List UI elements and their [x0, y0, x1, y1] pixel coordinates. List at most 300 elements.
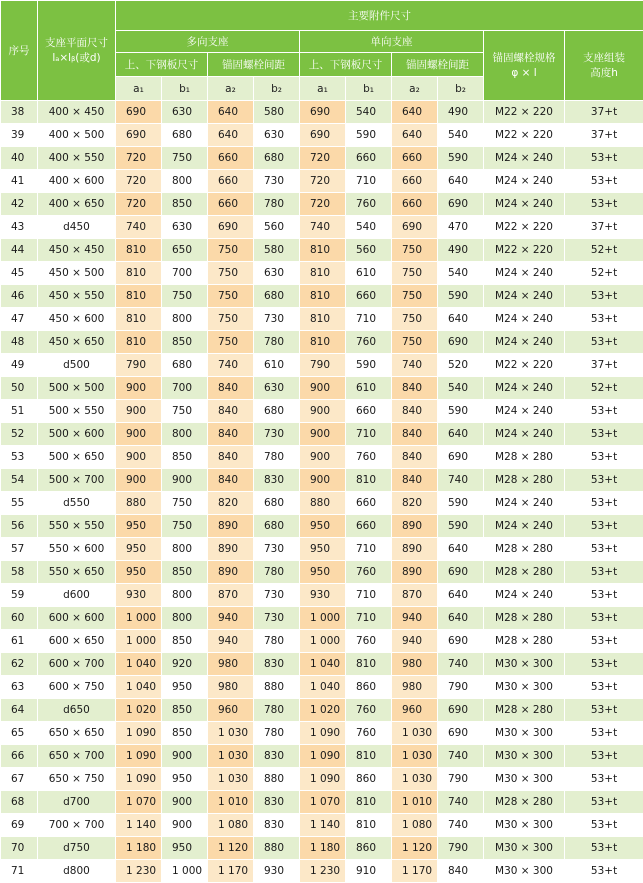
- header-assembly-height-line1: 支座组装: [565, 51, 643, 66]
- cell-anchor-bolt-spec: M24 × 240: [484, 584, 565, 607]
- cell-single-a2: 940: [392, 607, 438, 630]
- cell-single-a2: 660: [392, 193, 438, 216]
- cell-assembly-height: 37+t: [565, 124, 643, 147]
- cell-assembly-height: 53+t: [565, 791, 643, 814]
- cell-plan-size: 400 × 600: [38, 170, 116, 193]
- header-assembly-height-line2: 高度h: [565, 66, 643, 81]
- header-multi-anchor-spacing: 锚固螺栓间距: [208, 53, 300, 77]
- cell-single-a1: 810: [300, 308, 346, 331]
- cell-anchor-bolt-spec: M24 × 240: [484, 423, 565, 446]
- cell-multi-b2: 680: [254, 400, 300, 423]
- cell-multi-a1: 720: [116, 193, 162, 216]
- cell-multi-a2: 1 080: [208, 814, 254, 837]
- cell-multi-b1: 700: [162, 262, 208, 285]
- cell-single-a1: 810: [300, 285, 346, 308]
- table-row: [1, 377, 643, 400]
- cell-single-a2: 840: [392, 469, 438, 492]
- cell-anchor-bolt-spec: M22 × 220: [484, 239, 565, 262]
- cell-row-number: 41: [1, 170, 38, 193]
- table-row: [1, 170, 643, 193]
- cell-single-a2: 890: [392, 515, 438, 538]
- cell-multi-b2: 880: [254, 768, 300, 791]
- cell-anchor-bolt-spec: M24 × 240: [484, 308, 565, 331]
- cell-multi-b1: 650: [162, 239, 208, 262]
- cell-single-b1: 910: [346, 860, 392, 883]
- cell-single-b2: 640: [438, 170, 484, 193]
- cell-multi-b1: 680: [162, 354, 208, 377]
- cell-multi-a1: 810: [116, 285, 162, 308]
- cell-single-a1: 900: [300, 423, 346, 446]
- cell-multi-b2: 780: [254, 331, 300, 354]
- cell-single-b1: 540: [346, 101, 392, 124]
- cell-anchor-bolt-spec: M22 × 220: [484, 124, 565, 147]
- cell-row-number: 46: [1, 285, 38, 308]
- cell-multi-b1: 850: [162, 331, 208, 354]
- cell-single-a1: 950: [300, 515, 346, 538]
- header-plan-size: [38, 1, 116, 101]
- cell-single-b1: 660: [346, 147, 392, 170]
- cell-row-number: 51: [1, 400, 38, 423]
- cell-plan-size: d700: [38, 791, 116, 814]
- cell-row-number: 57: [1, 538, 38, 561]
- cell-row-number: 68: [1, 791, 38, 814]
- cell-single-a2: 890: [392, 561, 438, 584]
- cell-plan-size: 450 × 550: [38, 285, 116, 308]
- cell-multi-a2: 840: [208, 446, 254, 469]
- cell-multi-a1: 1 230: [116, 860, 162, 883]
- cell-multi-b2: 680: [254, 515, 300, 538]
- cell-single-b2: 790: [438, 768, 484, 791]
- cell-single-a1: 1 000: [300, 607, 346, 630]
- cell-multi-a1: 1 020: [116, 699, 162, 722]
- cell-single-b2: 590: [438, 515, 484, 538]
- header-single-b1: b₁: [346, 77, 392, 101]
- cell-multi-b1: 800: [162, 308, 208, 331]
- cell-multi-b1: 900: [162, 814, 208, 837]
- header-anchor-spec: [484, 31, 565, 101]
- cell-anchor-bolt-spec: M24 × 240: [484, 262, 565, 285]
- cell-multi-a1: 900: [116, 423, 162, 446]
- header-plan-size-line1: 支座平面尺寸: [38, 36, 115, 51]
- cell-plan-size: 500 × 700: [38, 469, 116, 492]
- cell-single-a2: 640: [392, 124, 438, 147]
- header-single-a1: a₁: [300, 77, 346, 101]
- cell-anchor-bolt-spec: M28 × 280: [484, 446, 565, 469]
- cell-single-b1: 810: [346, 814, 392, 837]
- cell-anchor-bolt-spec: M24 × 240: [484, 331, 565, 354]
- cell-assembly-height: 53+t: [565, 492, 643, 515]
- cell-single-b1: 710: [346, 538, 392, 561]
- cell-single-b2: 690: [438, 331, 484, 354]
- cell-assembly-height: 53+t: [565, 653, 643, 676]
- cell-multi-b1: 750: [162, 515, 208, 538]
- cell-single-b1: 810: [346, 653, 392, 676]
- cell-anchor-bolt-spec: M30 × 300: [484, 653, 565, 676]
- table-row: [1, 147, 643, 170]
- cell-multi-b1: 750: [162, 492, 208, 515]
- cell-plan-size: d800: [38, 860, 116, 883]
- cell-row-number: 55: [1, 492, 38, 515]
- cell-row-number: 69: [1, 814, 38, 837]
- cell-single-a1: 950: [300, 538, 346, 561]
- cell-multi-b1: 750: [162, 285, 208, 308]
- cell-single-b2: 740: [438, 469, 484, 492]
- cell-plan-size: d500: [38, 354, 116, 377]
- cell-multi-a1: 1 140: [116, 814, 162, 837]
- cell-multi-b2: 630: [254, 124, 300, 147]
- cell-row-number: 39: [1, 124, 38, 147]
- cell-single-b1: 810: [346, 745, 392, 768]
- cell-single-a1: 1 180: [300, 837, 346, 860]
- table-row: [1, 814, 643, 837]
- cell-multi-a2: 660: [208, 193, 254, 216]
- cell-single-b2: 640: [438, 584, 484, 607]
- cell-single-b2: 640: [438, 607, 484, 630]
- header-single-a2: a₂: [392, 77, 438, 101]
- cell-single-b2: 540: [438, 262, 484, 285]
- cell-plan-size: 400 × 550: [38, 147, 116, 170]
- cell-multi-b1: 700: [162, 377, 208, 400]
- cell-multi-b2: 780: [254, 193, 300, 216]
- cell-single-b2: 690: [438, 446, 484, 469]
- cell-single-a2: 640: [392, 101, 438, 124]
- cell-multi-a2: 840: [208, 423, 254, 446]
- cell-single-b1: 760: [346, 630, 392, 653]
- cell-multi-a2: 890: [208, 515, 254, 538]
- cell-multi-a1: 720: [116, 147, 162, 170]
- cell-single-b2: 590: [438, 492, 484, 515]
- cell-single-a1: 790: [300, 354, 346, 377]
- cell-row-number: 63: [1, 676, 38, 699]
- cell-plan-size: 450 × 500: [38, 262, 116, 285]
- cell-single-b2: 740: [438, 653, 484, 676]
- cell-single-b2: 840: [438, 860, 484, 883]
- cell-row-number: 53: [1, 446, 38, 469]
- cell-single-a2: 870: [392, 584, 438, 607]
- cell-multi-b1: 850: [162, 446, 208, 469]
- cell-anchor-bolt-spec: M30 × 300: [484, 745, 565, 768]
- cell-multi-b1: 850: [162, 699, 208, 722]
- cell-single-b2: 540: [438, 377, 484, 400]
- cell-single-b1: 590: [346, 354, 392, 377]
- cell-multi-a1: 900: [116, 400, 162, 423]
- cell-single-b2: 690: [438, 722, 484, 745]
- table-row: [1, 584, 643, 607]
- cell-single-a1: 720: [300, 147, 346, 170]
- cell-multi-a2: 750: [208, 308, 254, 331]
- cell-multi-a2: 940: [208, 630, 254, 653]
- cell-multi-a1: 1 070: [116, 791, 162, 814]
- cell-plan-size: d650: [38, 699, 116, 722]
- header-anchor-spec-line1: 锚固螺栓规格: [484, 51, 564, 66]
- cell-multi-b1: 750: [162, 400, 208, 423]
- cell-multi-a2: 640: [208, 124, 254, 147]
- cell-single-b1: 810: [346, 469, 392, 492]
- cell-single-a1: 1 090: [300, 768, 346, 791]
- cell-single-a1: 1 000: [300, 630, 346, 653]
- cell-single-b2: 640: [438, 308, 484, 331]
- cell-single-a1: 900: [300, 446, 346, 469]
- cell-anchor-bolt-spec: M24 × 240: [484, 147, 565, 170]
- cell-row-number: 47: [1, 308, 38, 331]
- cell-row-number: 48: [1, 331, 38, 354]
- cell-anchor-bolt-spec: M24 × 240: [484, 515, 565, 538]
- cell-multi-a2: 870: [208, 584, 254, 607]
- cell-multi-b2: 830: [254, 653, 300, 676]
- cell-multi-b1: 850: [162, 193, 208, 216]
- cell-multi-b1: 850: [162, 630, 208, 653]
- cell-anchor-bolt-spec: M30 × 300: [484, 860, 565, 883]
- cell-anchor-bolt-spec: M28 × 280: [484, 607, 565, 630]
- cell-plan-size: d750: [38, 837, 116, 860]
- cell-multi-a1: 930: [116, 584, 162, 607]
- cell-multi-b2: 630: [254, 377, 300, 400]
- cell-single-b2: 740: [438, 814, 484, 837]
- cell-single-b1: 710: [346, 170, 392, 193]
- cell-multi-a2: 1 030: [208, 722, 254, 745]
- cell-plan-size: 550 × 550: [38, 515, 116, 538]
- cell-single-a2: 750: [392, 285, 438, 308]
- cell-plan-size: 400 × 650: [38, 193, 116, 216]
- cell-multi-b1: 800: [162, 584, 208, 607]
- cell-plan-size: 500 × 500: [38, 377, 116, 400]
- cell-anchor-bolt-spec: M22 × 220: [484, 101, 565, 124]
- cell-single-a1: 930: [300, 584, 346, 607]
- cell-single-b2: 590: [438, 147, 484, 170]
- cell-single-a1: 720: [300, 170, 346, 193]
- cell-row-number: 52: [1, 423, 38, 446]
- cell-single-a1: 1 040: [300, 676, 346, 699]
- cell-multi-b1: 900: [162, 469, 208, 492]
- cell-single-a2: 1 170: [392, 860, 438, 883]
- cell-anchor-bolt-spec: M24 × 240: [484, 193, 565, 216]
- cell-multi-b1: 800: [162, 170, 208, 193]
- cell-multi-b1: 750: [162, 147, 208, 170]
- cell-row-number: 61: [1, 630, 38, 653]
- cell-assembly-height: 53+t: [565, 308, 643, 331]
- cell-single-a2: 890: [392, 538, 438, 561]
- cell-assembly-height: 53+t: [565, 285, 643, 308]
- cell-assembly-height: 53+t: [565, 469, 643, 492]
- cell-row-number: 66: [1, 745, 38, 768]
- cell-single-b1: 760: [346, 331, 392, 354]
- cell-assembly-height: 53+t: [565, 538, 643, 561]
- cell-assembly-height: 53+t: [565, 814, 643, 837]
- cell-assembly-height: 53+t: [565, 515, 643, 538]
- cell-single-a2: 1 030: [392, 745, 438, 768]
- header-assembly-height: [565, 31, 643, 101]
- cell-multi-a1: 810: [116, 239, 162, 262]
- cell-assembly-height: 37+t: [565, 216, 643, 239]
- cell-multi-a2: 940: [208, 607, 254, 630]
- cell-multi-b2: 730: [254, 308, 300, 331]
- cell-plan-size: 700 × 700: [38, 814, 116, 837]
- cell-anchor-bolt-spec: M28 × 280: [484, 699, 565, 722]
- cell-multi-a1: 880: [116, 492, 162, 515]
- table-row: [1, 653, 643, 676]
- cell-multi-a1: 690: [116, 124, 162, 147]
- table-row: [1, 262, 643, 285]
- cell-multi-a2: 660: [208, 170, 254, 193]
- cell-plan-size: 450 × 450: [38, 239, 116, 262]
- cell-single-b2: 690: [438, 193, 484, 216]
- cell-anchor-bolt-spec: M30 × 300: [484, 837, 565, 860]
- cell-single-b2: 640: [438, 538, 484, 561]
- cell-single-a2: 750: [392, 262, 438, 285]
- cell-single-b1: 610: [346, 377, 392, 400]
- cell-single-a2: 980: [392, 653, 438, 676]
- cell-assembly-height: 37+t: [565, 354, 643, 377]
- cell-single-a1: 900: [300, 469, 346, 492]
- header-seq: 序号: [1, 1, 38, 101]
- cell-single-b1: 760: [346, 193, 392, 216]
- cell-assembly-height: 53+t: [565, 607, 643, 630]
- cell-multi-a2: 890: [208, 538, 254, 561]
- cell-single-a2: 750: [392, 239, 438, 262]
- cell-multi-b1: 850: [162, 561, 208, 584]
- cell-multi-a1: 790: [116, 354, 162, 377]
- cell-anchor-bolt-spec: M30 × 300: [484, 768, 565, 791]
- cell-single-b1: 710: [346, 423, 392, 446]
- cell-plan-size: 500 × 550: [38, 400, 116, 423]
- cell-multi-a2: 1 120: [208, 837, 254, 860]
- table-row: [1, 285, 643, 308]
- cell-assembly-height: 53+t: [565, 768, 643, 791]
- cell-single-a1: 810: [300, 239, 346, 262]
- cell-single-b1: 760: [346, 722, 392, 745]
- cell-row-number: 71: [1, 860, 38, 883]
- cell-multi-a2: 980: [208, 676, 254, 699]
- cell-single-a1: 1 140: [300, 814, 346, 837]
- table-row: [1, 400, 643, 423]
- cell-single-a1: 1 230: [300, 860, 346, 883]
- cell-plan-size: 650 × 750: [38, 768, 116, 791]
- cell-multi-b1: 950: [162, 676, 208, 699]
- cell-anchor-bolt-spec: M24 × 240: [484, 377, 565, 400]
- cell-assembly-height: 52+t: [565, 377, 643, 400]
- cell-single-a1: 690: [300, 124, 346, 147]
- cell-multi-b2: 880: [254, 676, 300, 699]
- cell-single-b1: 560: [346, 239, 392, 262]
- cell-plan-size: 550 × 600: [38, 538, 116, 561]
- cell-row-number: 43: [1, 216, 38, 239]
- cell-row-number: 70: [1, 837, 38, 860]
- cell-multi-b2: 630: [254, 262, 300, 285]
- table-row: [1, 630, 643, 653]
- cell-single-b1: 610: [346, 262, 392, 285]
- cell-single-a2: 750: [392, 308, 438, 331]
- cell-single-b1: 860: [346, 768, 392, 791]
- cell-single-b1: 760: [346, 561, 392, 584]
- cell-single-b1: 860: [346, 837, 392, 860]
- cell-single-b1: 660: [346, 492, 392, 515]
- cell-assembly-height: 53+t: [565, 170, 643, 193]
- table-row: [1, 124, 643, 147]
- cell-multi-b2: 830: [254, 791, 300, 814]
- cell-multi-a1: 1 040: [116, 653, 162, 676]
- cell-single-b1: 540: [346, 216, 392, 239]
- cell-single-a1: 1 070: [300, 791, 346, 814]
- cell-single-b1: 590: [346, 124, 392, 147]
- cell-multi-b1: 800: [162, 607, 208, 630]
- cell-row-number: 44: [1, 239, 38, 262]
- cell-multi-b2: 730: [254, 170, 300, 193]
- cell-single-a1: 900: [300, 377, 346, 400]
- cell-row-number: 60: [1, 607, 38, 630]
- table-row: [1, 699, 643, 722]
- cell-single-b1: 860: [346, 676, 392, 699]
- cell-plan-size: 500 × 650: [38, 446, 116, 469]
- cell-row-number: 42: [1, 193, 38, 216]
- cell-row-number: 58: [1, 561, 38, 584]
- cell-anchor-bolt-spec: M24 × 240: [484, 285, 565, 308]
- cell-assembly-height: 53+t: [565, 722, 643, 745]
- cell-single-b2: 520: [438, 354, 484, 377]
- cell-row-number: 62: [1, 653, 38, 676]
- table-row: [1, 561, 643, 584]
- cell-multi-a1: 1 090: [116, 768, 162, 791]
- cell-assembly-height: 53+t: [565, 446, 643, 469]
- cell-multi-b2: 580: [254, 101, 300, 124]
- cell-single-a1: 1 020: [300, 699, 346, 722]
- cell-plan-size: 550 × 650: [38, 561, 116, 584]
- cell-single-b1: 660: [346, 515, 392, 538]
- cell-single-b1: 710: [346, 607, 392, 630]
- header-multi-a1: a₁: [116, 77, 162, 101]
- cell-multi-a2: 660: [208, 147, 254, 170]
- cell-single-b1: 760: [346, 446, 392, 469]
- cell-multi-a1: 1 000: [116, 607, 162, 630]
- cell-multi-a1: 1 090: [116, 745, 162, 768]
- cell-multi-b2: 580: [254, 239, 300, 262]
- cell-single-a2: 820: [392, 492, 438, 515]
- cell-single-a2: 1 120: [392, 837, 438, 860]
- cell-anchor-bolt-spec: M28 × 280: [484, 791, 565, 814]
- cell-assembly-height: 53+t: [565, 860, 643, 883]
- cell-multi-a1: 690: [116, 101, 162, 124]
- cell-multi-b2: 680: [254, 492, 300, 515]
- cell-multi-a2: 820: [208, 492, 254, 515]
- cell-assembly-height: 53+t: [565, 561, 643, 584]
- cell-multi-a2: 690: [208, 216, 254, 239]
- cell-row-number: 67: [1, 768, 38, 791]
- cell-multi-b1: 900: [162, 745, 208, 768]
- header-multi-plate-size: 上、下钢板尺寸: [116, 53, 208, 77]
- table-row: [1, 469, 643, 492]
- cell-multi-b2: 780: [254, 561, 300, 584]
- cell-plan-size: 450 × 600: [38, 308, 116, 331]
- table-row: [1, 860, 643, 883]
- cell-single-a2: 840: [392, 446, 438, 469]
- table-row: [1, 492, 643, 515]
- cell-multi-b2: 730: [254, 538, 300, 561]
- cell-single-b2: 740: [438, 745, 484, 768]
- cell-single-b2: 490: [438, 101, 484, 124]
- cell-multi-a2: 750: [208, 239, 254, 262]
- cell-single-b2: 690: [438, 630, 484, 653]
- table-row: [1, 768, 643, 791]
- table-row: [1, 722, 643, 745]
- cell-single-a2: 840: [392, 400, 438, 423]
- cell-assembly-height: 52+t: [565, 262, 643, 285]
- cell-multi-a2: 750: [208, 285, 254, 308]
- cell-assembly-height: 53+t: [565, 400, 643, 423]
- cell-anchor-bolt-spec: M30 × 300: [484, 676, 565, 699]
- table-row: [1, 216, 643, 239]
- cell-single-a2: 960: [392, 699, 438, 722]
- cell-single-b2: 590: [438, 285, 484, 308]
- cell-single-b1: 760: [346, 699, 392, 722]
